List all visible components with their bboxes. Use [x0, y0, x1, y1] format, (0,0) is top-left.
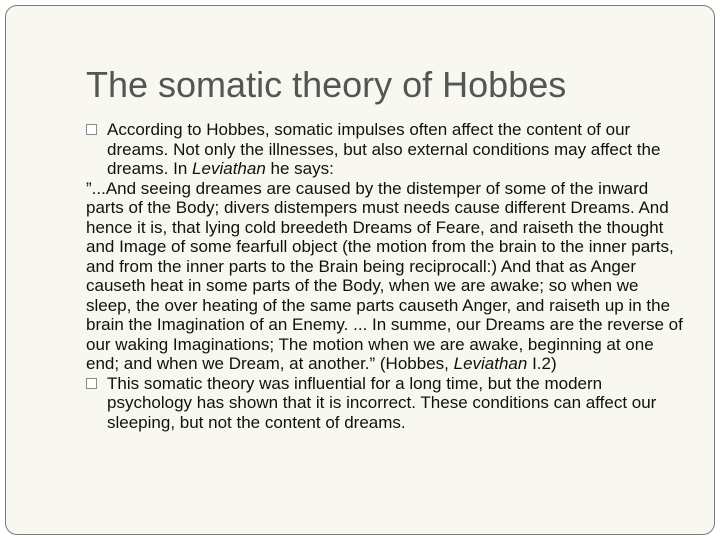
slide-frame — [5, 5, 715, 535]
bullet-hobbes-intro — [86, 120, 686, 179]
slide-title: The somatic theory of Hobbes — [86, 64, 567, 105]
quote-italic-title: Leviathan — [453, 354, 528, 373]
bullet-modern-psychology — [86, 374, 686, 433]
square-bullet-icon — [86, 124, 97, 135]
bullet1-text-end: he says: — [265, 159, 334, 178]
quote-text: ”...And seeing dreames are caused by the distemper of some of the inward parts of the Body; divers distempers must needs cause different Dreams. And hence it is, that lying cold breedeth Dreams of Feare, and raiseth the thought and Image of some fearfull object (the motion from the brain to the inner parts, and from the inner parts to the Brain being reciprocall:) And that as Anger causeth heat in some parts of the Body, when we are awake; so when we sleep, the over heating of the same parts causeth Anger, and raiseth up in the brain the Imagination of an Enemy. ... In summe, our Dreams are the reverse of our waking Imaginations; The motion when we are awake, beginning at one end; and when we Dream, at another.” (Hobbes, — [86, 178, 683, 373]
square-bullet-icon — [86, 378, 97, 389]
bullet1-italic-title: Leviathan — [192, 159, 266, 178]
leviathan-quote — [86, 179, 686, 374]
bullet1-text: According to Hobbes, somatic impulses often affect the content of our dreams. Not only the illnesses, but also external conditions may affect the dreams. In — [107, 120, 661, 178]
slide-body — [86, 120, 686, 432]
bullet2-text: This somatic theory was influential for a long time, but the modern psychology has shown that it is incorrect. These conditions can affect our sleeping, but not the content of dreams. — [107, 373, 657, 432]
quote-citation-end: I.2) — [527, 354, 557, 373]
